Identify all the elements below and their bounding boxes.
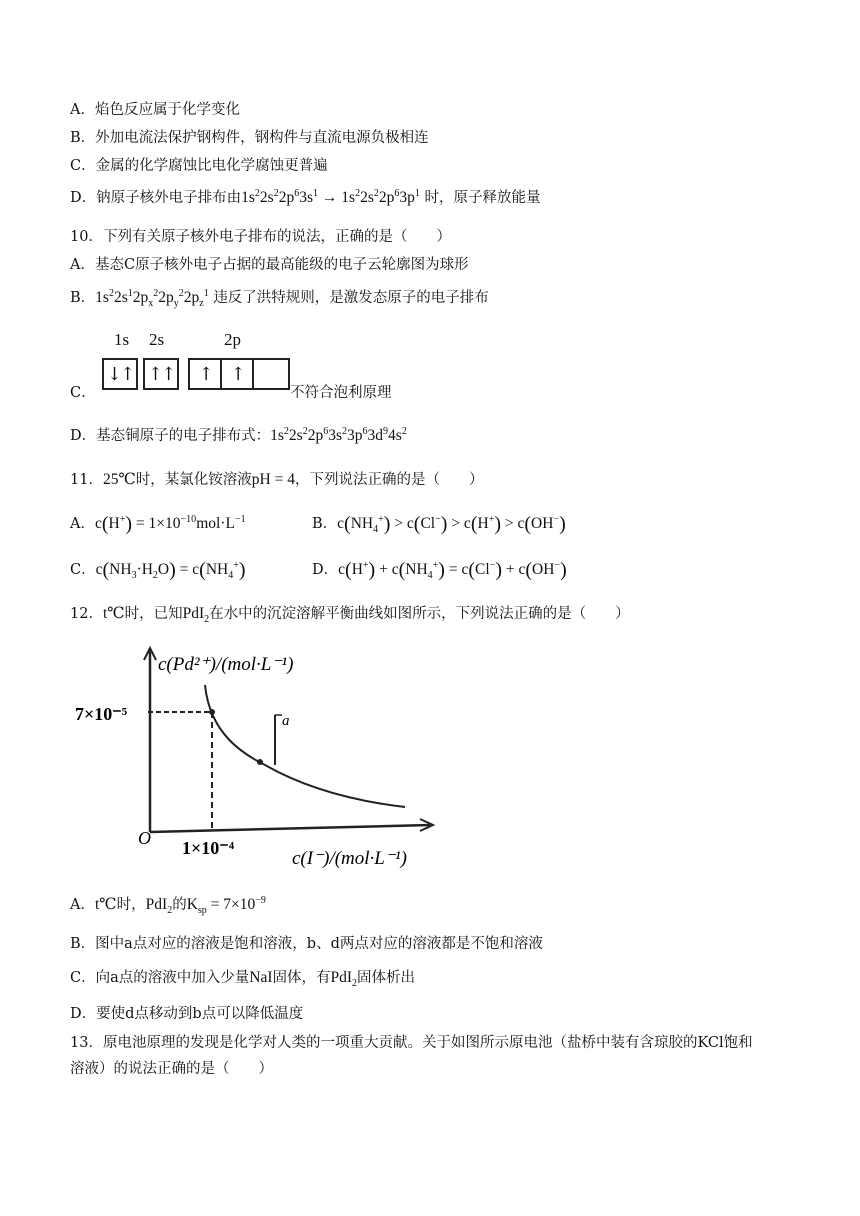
q10-option-c-text: 不符合泡利原理 xyxy=(290,385,392,401)
q10-option-c-label: C． xyxy=(70,385,96,401)
q11-num: 11． xyxy=(70,472,103,488)
q11-d-label: D． xyxy=(312,562,339,578)
q13-line1: 13．原电池原理的发现是化学对人类的一项重大贡献。关于如图所示原电池（盐桥中装有含琼胶的KCl饱和 xyxy=(70,1035,753,1051)
q11-a-label: A． xyxy=(70,516,95,532)
q11-a-formula: $c(H^+) = 1\times 10^{-10}mol\cdot L^{-1}$ xyxy=(94,513,246,535)
q11-d-formula: $c(H^+) + c(NH_4^+) = c(Cl^-) + c(OH^-)$ xyxy=(338,559,567,582)
q12-a-prefix: A． xyxy=(70,897,95,913)
orbital-cell: ↑ xyxy=(222,360,254,388)
q11-option-b xyxy=(312,512,566,536)
q11-temp: 25℃ xyxy=(102,471,136,488)
q11-c-label: C． xyxy=(70,562,96,578)
orbital-cell: ↑↑ xyxy=(147,363,175,385)
orbital-box-1s xyxy=(102,358,138,390)
q12-a-mid2: 的 xyxy=(172,897,187,913)
q9-option-c: C．金属的化学腐蚀比电化学腐蚀更普遍 xyxy=(70,158,328,174)
orbital-box-2p xyxy=(188,358,290,390)
q11-stem-mid: 时，某氯化铵溶液 xyxy=(135,472,252,488)
q10-b-formula: $1s^22s^12p_x^22p_y^22p_z^1$ xyxy=(95,287,209,310)
q12-option-d: D．要使d点移动到b点可以降低温度 xyxy=(70,1006,304,1022)
q12-a-ksp: $K_{sp} = 7\times 10^{-9}$ xyxy=(186,894,266,917)
y-axis-label: c(Pd²⁺)/(mol·L⁻¹) xyxy=(158,654,294,675)
q10-b-prefix: B． xyxy=(70,290,96,306)
q10-option-d xyxy=(70,424,407,445)
q11-ph: pH = 4 xyxy=(251,471,295,488)
point-a-label: a xyxy=(282,713,290,729)
orbital-cell: ↑ xyxy=(190,360,222,388)
q10-stem: 10．下列有关原子核外电子排布的说法，正确的是（ ） xyxy=(70,229,451,245)
q12-stem-mid: 时，已知 xyxy=(124,606,183,622)
orbital-cell: ↓↑ xyxy=(106,363,134,385)
q11-b-formula: $c(NH_4^+) > c(Cl^-) > c(H^+) > c(OH^-)$ xyxy=(337,513,566,536)
electron-config-formula: $1s^22s^22p^63s^1 \to 1s^22s^22p^63p^1$ xyxy=(241,187,420,206)
orbital-label-2s: 2s xyxy=(149,330,165,349)
orbital-cell xyxy=(254,360,286,388)
orbital-label-2p: 2p xyxy=(224,330,241,349)
q11-stem xyxy=(70,468,483,489)
q12-stem-end: 在水中的沉淀溶解平衡曲线如图所示，下列说法正确的是（ ） xyxy=(209,606,630,622)
copper-config-formula: $1s^22s^22p^63s^23p^63d^94s^2$ xyxy=(270,425,407,444)
q11-c-formula: $c(NH_3\cdot H_2O) = c(NH_4^+)$ xyxy=(95,559,246,582)
q12-c-prefix: C．向a点的溶液中加入少量 xyxy=(70,970,250,986)
q12-stem xyxy=(70,602,630,626)
q10-d-prefix: D．基态铜原子的电子排布式： xyxy=(70,428,271,444)
q12-a-mid: 时， xyxy=(116,897,146,913)
q12-option-a xyxy=(70,893,266,917)
orbital-label-1s: 1s xyxy=(114,330,130,349)
solubility-curve-graph xyxy=(70,640,450,875)
q12-option-c xyxy=(70,966,416,990)
q9-d-prefix: D．钠原子核外电子排布由 xyxy=(70,190,242,206)
curve-point xyxy=(257,759,263,765)
curve-point xyxy=(209,709,215,715)
origin-label: O xyxy=(138,828,151,848)
q11-stem-end: ，下列说法正确的是（ ） xyxy=(294,472,484,488)
q11-option-d xyxy=(312,558,567,582)
q10-b-suffix: 违反了洪特规则，是激发态原子的电子排布 xyxy=(213,290,489,306)
x-axis-label: c(I⁻)/(mol·L⁻¹) xyxy=(292,848,407,869)
q12-c-nai: NaI xyxy=(249,969,273,986)
q9-d-suffix: 时，原子释放能量 xyxy=(424,190,541,206)
q12-num: 12． xyxy=(70,606,103,622)
q12-a-temp: t℃ xyxy=(94,896,117,913)
q11-option-a xyxy=(70,512,246,536)
q12-c-compound: PdI$_2$ xyxy=(330,969,358,990)
q12-option-b: B．图中a点对应的溶液是饱和溶液，b、d两点对应的溶液都是不饱和溶液 xyxy=(70,936,543,952)
orbital-box-2s xyxy=(143,358,179,390)
q12-compound: PdI$_2$ xyxy=(182,605,210,626)
q9-option-d xyxy=(70,186,540,207)
equilibrium-curve xyxy=(205,685,405,807)
q12-c-mid: 固体，有 xyxy=(272,970,331,986)
q12-a-compound: PdI$_2$ xyxy=(145,896,173,917)
q10-option-b xyxy=(70,286,489,310)
q9-option-b: B．外加电流法保护钢构件，钢构件与直流电源负极相连 xyxy=(70,130,429,146)
q11-b-label: B． xyxy=(312,516,338,532)
q12-temp: t℃ xyxy=(102,605,125,622)
y-tick-label: 7×10⁻⁵ xyxy=(75,704,128,724)
q11-option-c xyxy=(70,558,246,582)
x-tick-label: 1×10⁻⁴ xyxy=(182,838,235,858)
x-axis xyxy=(150,825,430,832)
q9-option-a: A．焰色反应属于化学变化 xyxy=(70,102,240,118)
q12-c-end: 固体析出 xyxy=(357,970,416,986)
q10-option-a: A．基态C原子核外电子占据的最高能级的电子云轮廓图为球形 xyxy=(70,257,469,273)
q13-line2: 溶液）的说法正确的是（ ） xyxy=(70,1061,273,1077)
